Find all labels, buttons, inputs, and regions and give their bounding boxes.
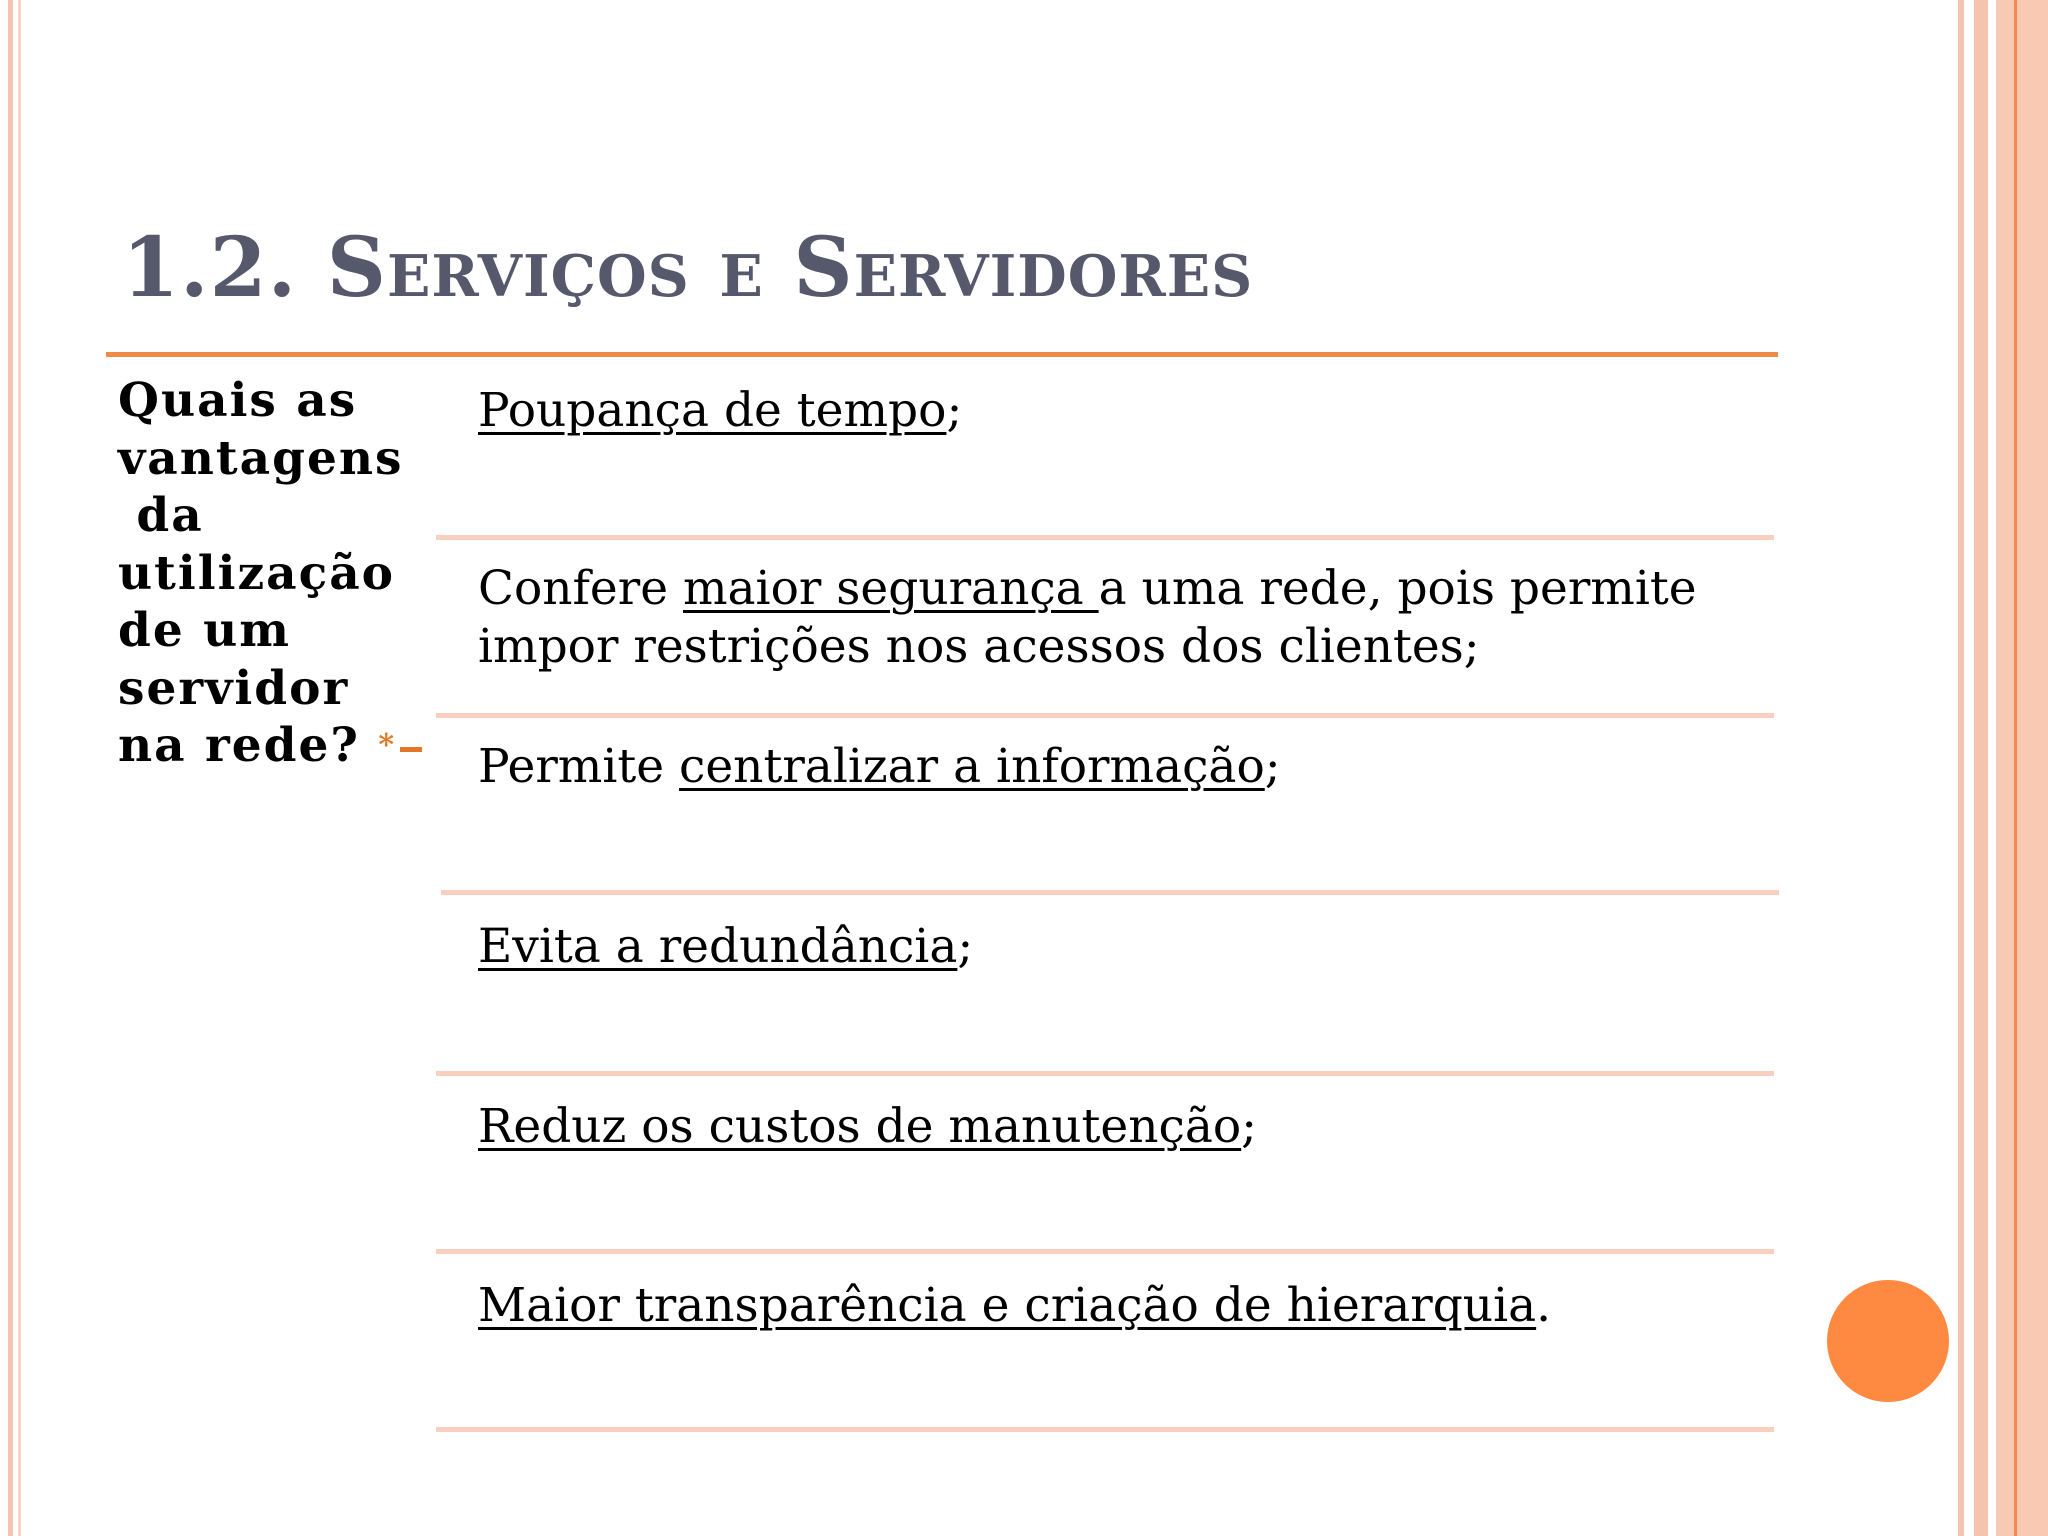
question-text bbox=[118, 372, 418, 775]
item-text: ; bbox=[1264, 739, 1281, 794]
question-line: servidor bbox=[118, 660, 350, 716]
item-text: impor restrições nos acessos dos clientes; bbox=[478, 619, 1480, 674]
slide-frame-left-inner bbox=[18, 0, 21, 1536]
row-separator bbox=[436, 1249, 1774, 1254]
row-separator bbox=[441, 890, 1779, 895]
row-separator bbox=[436, 1427, 1774, 1432]
slide-frame-right-stripe bbox=[1958, 0, 1964, 1536]
question-line: Quais as bbox=[118, 373, 358, 428]
slide-frame-left-outer bbox=[8, 0, 13, 1536]
item-text: ; bbox=[1241, 1099, 1257, 1154]
list-item bbox=[478, 918, 1738, 976]
row-separator bbox=[436, 1071, 1774, 1076]
slide-frame-right-stripe bbox=[1974, 0, 1988, 1536]
list-item bbox=[478, 738, 1738, 796]
title-divider bbox=[106, 352, 1778, 357]
footnote-marker-dash bbox=[400, 747, 422, 752]
item-text: . bbox=[1536, 1278, 1552, 1333]
list-item bbox=[478, 1098, 1738, 1156]
slide-frame-right-line bbox=[2014, 0, 2017, 1536]
question-line: vantagens bbox=[118, 430, 404, 486]
question-line: de um bbox=[118, 603, 292, 658]
decorative-orange-circle bbox=[1827, 1280, 1949, 1402]
item-underlined-text: maior segurança bbox=[682, 561, 1099, 616]
item-underlined-text: Poupança de tempo bbox=[478, 383, 947, 438]
footnote-marker[interactable]: * bbox=[378, 728, 397, 763]
row-separator bbox=[436, 535, 1774, 540]
question-line-last bbox=[118, 717, 418, 775]
question-line: da bbox=[118, 488, 204, 543]
item-text: a uma rede, pois permite bbox=[1098, 561, 1697, 616]
item-text: ; bbox=[946, 383, 963, 438]
item-text: ; bbox=[957, 919, 974, 974]
row-separator bbox=[436, 713, 1774, 718]
slide-title bbox=[122, 220, 1253, 316]
item-underlined-text: Reduz os custos de manutenção bbox=[478, 1099, 1242, 1154]
slide-frame-right-band bbox=[1996, 0, 2048, 1536]
slide-title-text: Serviços e Servidores bbox=[326, 220, 1254, 316]
list-item bbox=[478, 1277, 1738, 1335]
item-underlined-text: Maior transparência e criação de hierarquia bbox=[478, 1278, 1537, 1333]
question-line: na rede? bbox=[118, 718, 379, 773]
item-underlined-text: centralizar a informação bbox=[679, 739, 1265, 794]
item-text: Confere bbox=[478, 561, 683, 616]
item-underlined-text: Evita a redundância bbox=[478, 919, 958, 974]
list-item bbox=[478, 382, 1738, 440]
item-text: Permite bbox=[478, 739, 680, 794]
question-line: utilização bbox=[118, 545, 396, 601]
slide-title-number: 1.2. bbox=[122, 220, 327, 316]
list-item bbox=[478, 560, 1738, 676]
